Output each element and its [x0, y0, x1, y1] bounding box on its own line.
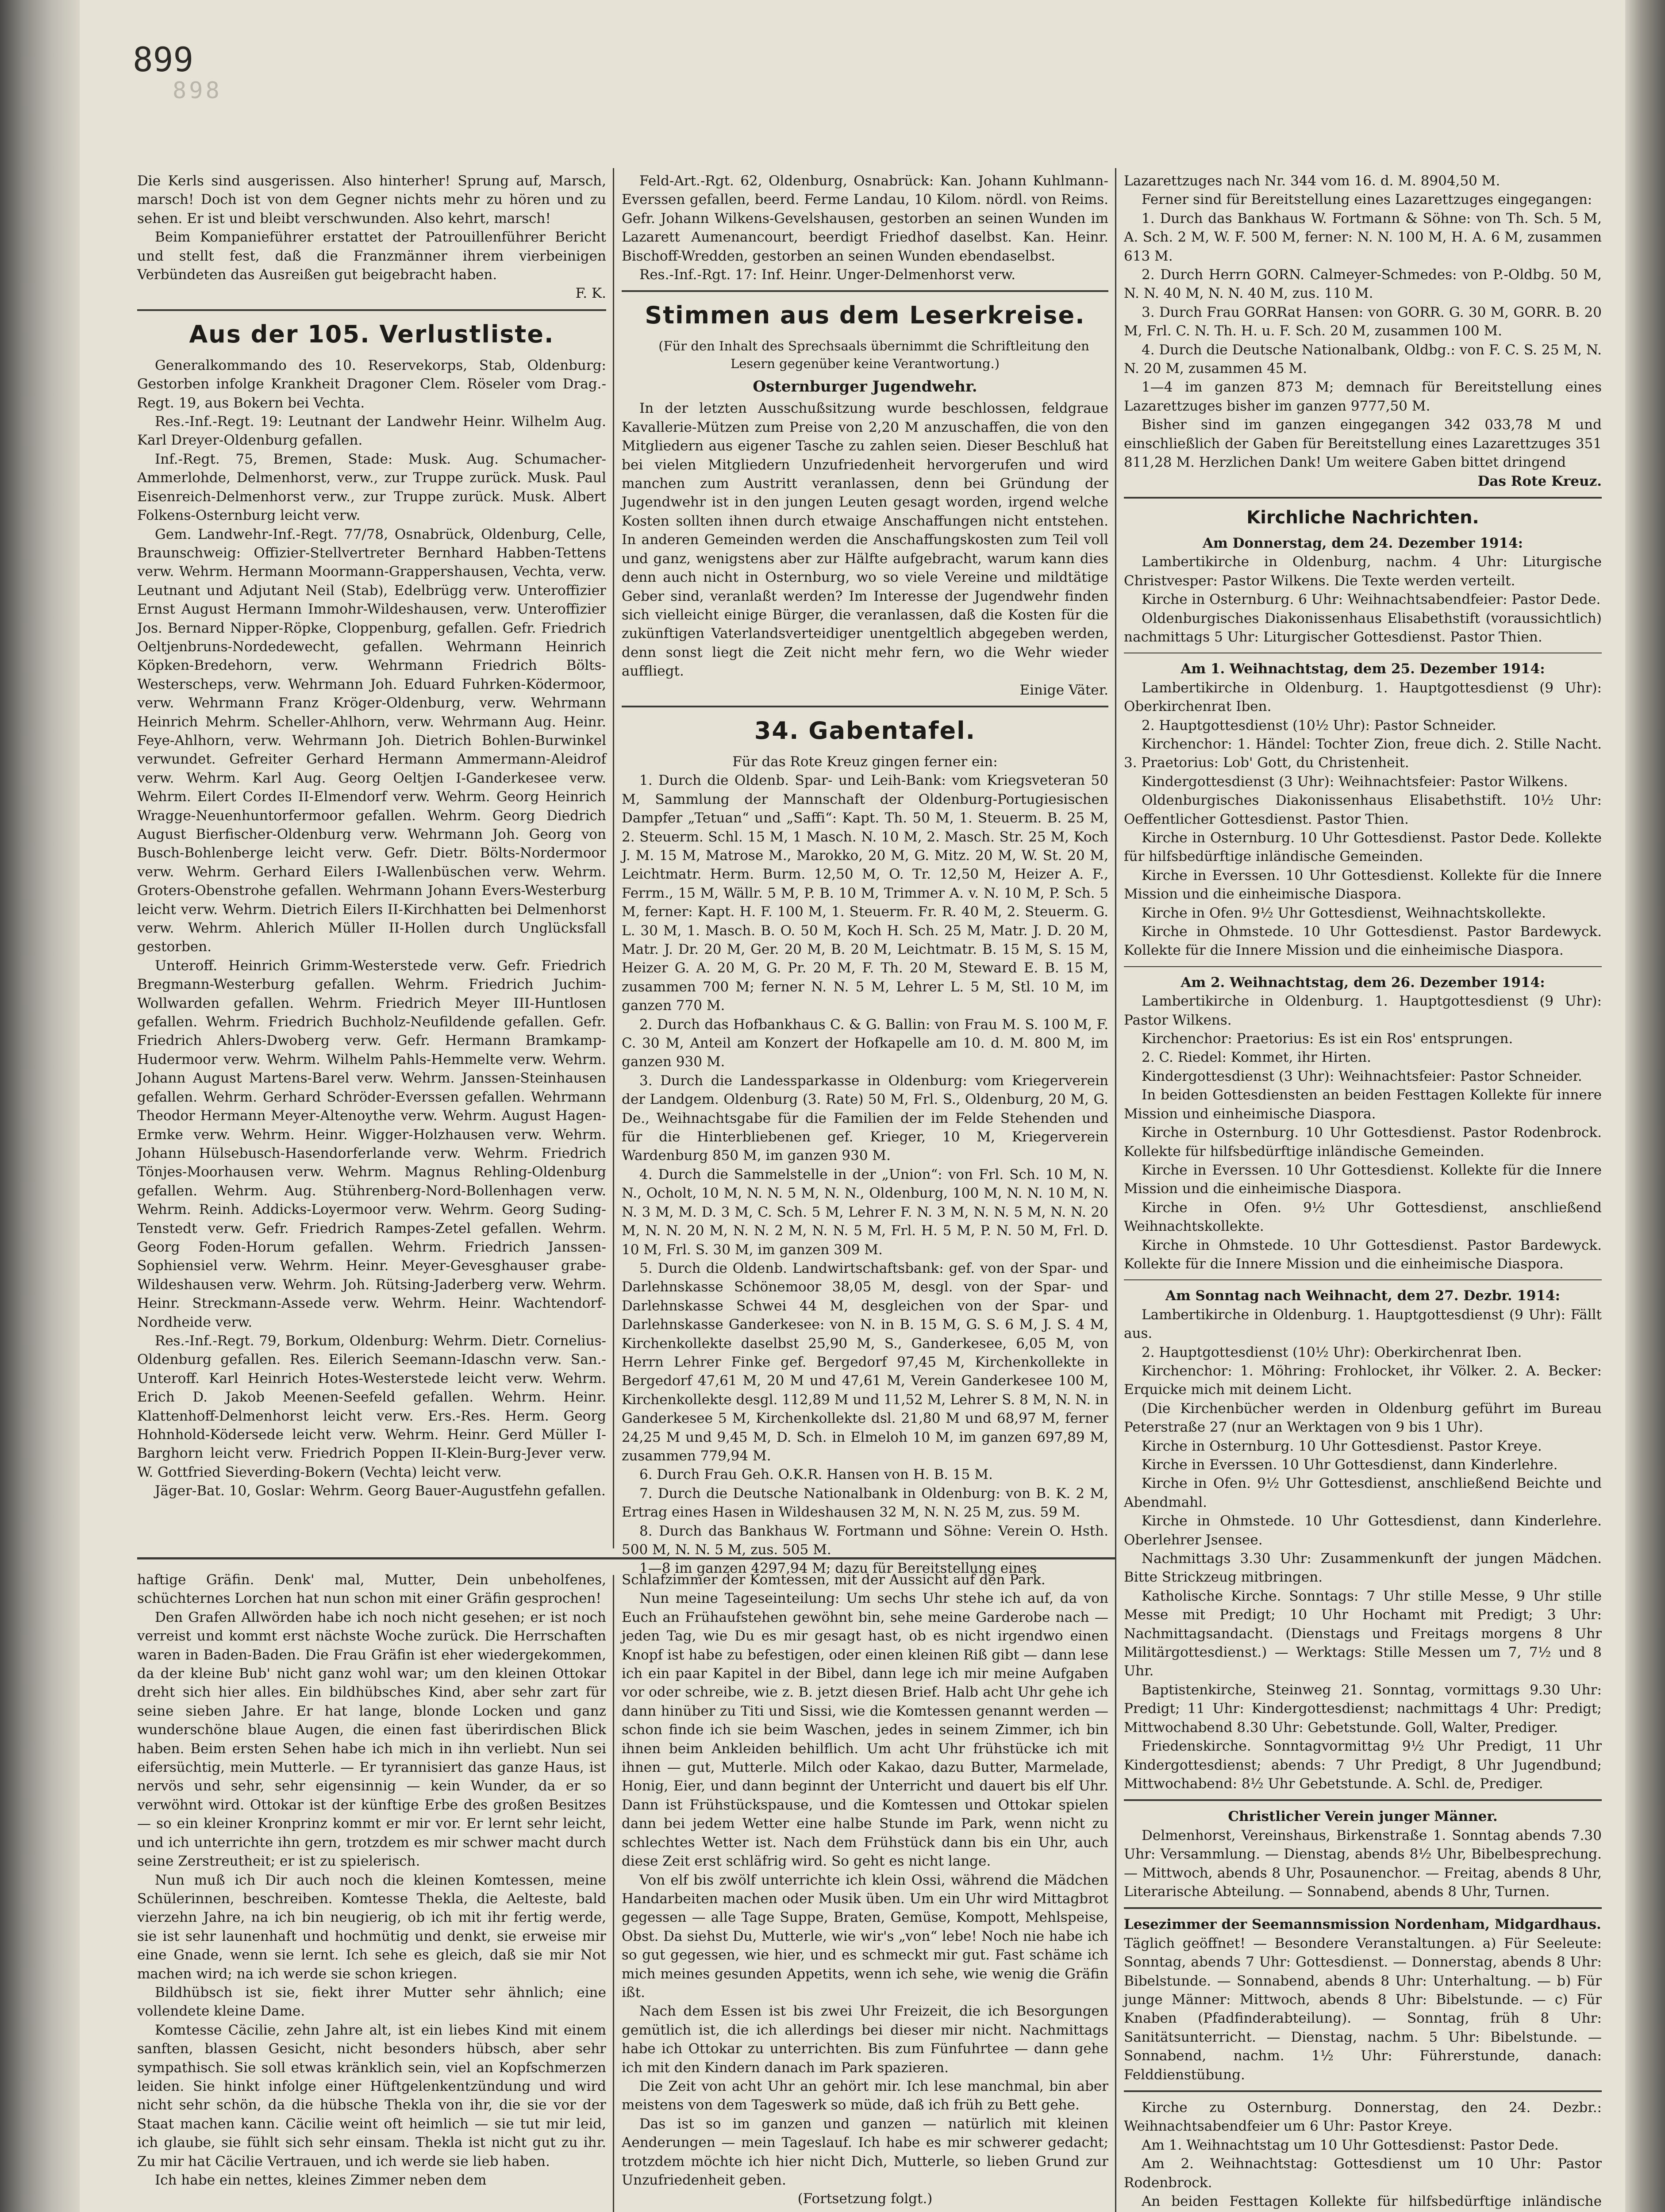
gabentafel-intro: Für das Rote Kreuz gingen ferner ein: — [732, 753, 998, 770]
casualty-paragraph: Generalkommando des 10. Reservekorps, Stab, Oldenburg: Gestorben infolge Krankheit Dragoner Clem. Röseler vom Drag.-Regt. 19, aus Bokern bei Vechta. — [137, 357, 606, 411]
service-entry: Kirche in Ohmstede. 10 Uhr Gottesdienst. Pastor Bardewyck. Kollekte für die Innere Mission und die einheimische Diaspora. — [1124, 924, 1602, 959]
service-entry: Baptistenkirche, Steinweg 21. Sonntag, vormittags 9.30 Uhr: Predigt; 11 Uhr: Kindergottesdienst; nachmittags 4 Uhr: Predigt; Mittwochabend 8.30 Uhr: Gebetstunde. Goll, Walter, Prediger. — [1124, 1682, 1602, 1736]
service-entry: Am 1. Weihnachtstag um 10 Uhr Gottesdienst: Pastor Dede. — [1142, 2137, 1559, 2153]
story-paragraph: Von elf bis zwölf unterrichte ich klein Ossi, während die Mädchen Handarbeiten machen oder Musik üben. Um ein Uhr wird Mittagbrot gegessen — alle Tage Suppe, Braten, Gemüse, Kompott, Mehlspeise, Obst. Da siehst Du, Mutterle, wie wir's „von“ lebe! Noch nie habe ich so gut gegessen, wie hier, und es schmeckt mir gut. Fast schäme ich mich meines gesunden Appetits, wenn ich sehe, wie wenig die Gräfin ißt. — [622, 1872, 1108, 2001]
column-2 — [622, 172, 1108, 1577]
service-entry: 2. Hauptgottesdienst (10½ Uhr): Pastor Schneider. — [1142, 717, 1496, 733]
donation-entry: 3. Durch Frau GORRat Hansen: von GORR. G. 30 M, GORR. B. 20 M, Frl. C. N. Th. H. u. F. Sch. 20 M, zusammen 100 M. — [1124, 304, 1602, 339]
column-rule-2 — [1115, 168, 1116, 2212]
service-entry: 2. C. Riedel: Kommet, ihr Hirten. — [1142, 1049, 1371, 1066]
casualty-paragraph: Inf.-Regt. 75, Bremen, Stade: Musk. Aug. Schumacher-Ammerlohde, Delmenhorst, verw., zur Truppe zurück. Musk. Paul Eisenreich-Delmenhorst verw., zur Truppe zurück. Musk. Albert Folkens-Osternburg leicht verw. — [137, 451, 606, 524]
intro-paragraph: Die Kerls sind ausgerissen. Also hinterher! Sprung auf, Marsch, marsch! Doch ist von dem Gegner nichts mehr zu hören und zu sehen. Er ist und bleibt verschwunden. Also kehrt, marsch! — [137, 173, 606, 227]
donation-entry: 1—8 im ganzen 4297,94 M; dazu für Bereitstellung eines — [639, 1560, 1037, 1577]
donation-entry: 1. Durch das Bankhaus W. Fortmann & Söhne: von Th. Sch. 5 M, A. Sch. 2 M, W. F. 500 M, ferner: N. N. 100 M, H. A. 6 M, zusammen 613 M. — [1124, 210, 1602, 264]
service-entry: Katholische Kirche. Sonntags: 7 Uhr stille Messe, 9 Uhr stille Messe mit Predigt; 10 Uhr Hochamt mit Predigt; 3 Uhr: Nachmittagsandacht. (Dienstags und Freitags morgens 8 Uhr Militärgottesdienst.) — Werktags: Stille Messen um 7, 7½ und 8 Uhr. — [1124, 1588, 1602, 1679]
service-entry: 2. Hauptgottesdienst (10½ Uhr): Oberkirchenrat Iben. — [1142, 1344, 1522, 1360]
service-date: Am Donnerstag, dem 24. Dezember 1914: — [1202, 535, 1523, 551]
service-entry: Nachmittags 3.30 Uhr: Zusammenkunft der jungen Mädchen. Bitte Strickzeug mitbringen. — [1124, 1551, 1602, 1586]
service-entry: Kirchenchor: 1. Möhring: Frohlocket, ihr Völker. 2. A. Becker: Erquicke mich mit deinem Licht. — [1124, 1363, 1602, 1398]
service-entry: Oldenburgisches Diakonissenhaus Elisabethstift (voraussichtlich) nachmittags 5 Uhr: Liturgischer Gottesdienst. Pastor Thien. — [1124, 610, 1602, 645]
cvjm-entry: Delmenhorst, Vereinshaus, Birkenstraße 1. Sonntag abends 7.30 Uhr: Versammlung. — Dienstag, abends 8½ Uhr, Bibelbesprechung. — Mittwoch, abends 8 Uhr, Posaunenchor. — Freitag, abends 8 Uhr, Literarische Abteilung. — Sonnabend, abends 8 Uhr, Turnen. — [1124, 1827, 1602, 1900]
section-rule — [1124, 1907, 1602, 1909]
donation-entry: 5. Durch die Oldenb. Landwirtschaftsbank: gef. von der Spar- und Darlehnskasse Schönemoor 38,05 M, desgl. von der Spar- und Darlehnskasse Schwei 44 M, desgleichen von der Spar- und Darlehnskasse Ganderkesee: von N. in B. 15 M, G. S. 6 M, J. S. 4 M, Kirchenkollekte daselbst 25,90 M, S., Ganderkesee, 6,05 M, von Herrn Lehrer Finke gef. Bergedorf 97,45 M, Kirchenkollekte in Bergedorf 47,61 M, 20 M und 47,61 M, Verein Ganderkesee 100 M, Kirchenkollekte desgl. 112,89 M und 11,52 M, Lehrer S. 8 M, N. N. in Ganderkesee 5 M, Kirchenkollekte dsl. 21,80 M und 68,97 M, ferner 24,25 M und 9,45 M, D. Sch. in Elmeloh 10 M, im ganzen 697,89 M, zusammen 779,94 M. — [622, 1260, 1108, 1464]
service-entry: Kirche zu Osternburg. Donnerstag, den 24. Dezbr.: Weihnachtsabendfeier um 6 Uhr: Pastor Kreye. — [1124, 2100, 1602, 2135]
service-entry: (Die Kirchenbücher werden in Oldenburg geführt im Bureau Peterstraße 27 (nur an Werktagen von 9 bis 1 Uhr). — [1124, 1400, 1602, 1436]
section-rule — [1124, 497, 1602, 499]
donation-entry: 3. Durch die Landessparkasse in Oldenburg: vom Kriegerverein der Landgem. Oldenburg (3. Rate) 50 M, Frl. S., Oldenburg, 20 M, G. De., Weihnachtsgabe für die Familien der im Felde Stehenden und für die Hinterbliebenen gef. Krieger, 10 M, Kriegerverein Wardenburg 850 M, im ganzen 930 M. — [622, 1072, 1108, 1164]
donation-entry: 4. Durch die Deutsche Nationalbank, Oldbg.: von F. C. S. 25 M, N. N. 20 M, zusammen 45 M. — [1124, 342, 1602, 377]
donation-entry: Ferner sind für Bereitstellung eines Lazarettzuges eingegangen: — [1142, 192, 1592, 208]
story-paragraph: Den Grafen Allwörden habe ich noch nicht gesehen; er ist noch verreist und kommt erst nächste Woche zurück. Die Herrschaften waren in Baden-Baden. Die Frau Gräfin ist eher wiedergekommen, da der kleine Bub' nicht ganz wohl war; um den kleinen Ottokar dreht sich hier alles. Ein bildhübsches Kind, aber sehr zart für seine sieben Jahre. Er hat lange, blonde Locken und ganz wunderschöne blaue Augen, die einen fast überirdischen Blick haben. Beim ersten Sehen habe ich mich in ihn verliebt. Nun sei eifersüchtig, mein Mutterle. — Er tyrannisiert das ganze Haus, ist nervös und sehr, sehr eigensinnig — kein Wunder, da er so verwöhnt wird. Ottokar ist der künftige Erbe des großen Besitzes — so ein kleiner Kronprinz kommt er mir vor. Er lernt sehr leicht, und ich unterrichte ihn gern, trotzdem es mir schwer macht durch seine Zerstreutheit; er ist zu spielerisch. — [137, 1609, 606, 1870]
service-entry: Kirchenchor: Praetorius: Es ist ein Ros' entsprungen. — [1142, 1031, 1513, 1047]
service-date: Am 2. Weihnachtstag, dem 26. Dezember 1914: — [1180, 974, 1545, 991]
casualty-paragraph: Jäger-Bat. 10, Goslar: Wehrm. Georg Bauer-Augustfehn gefallen. — [155, 1483, 606, 1499]
casualty-paragraph: Res.-Inf.-Regt. 79, Borkum, Oldenburg: Wehrm. Dietr. Cornelius-Oldenburg gefallen. Res. Eilerich Seemann-Idaschn verw. San.-Unteroff. Karl Heinrich Hotes-Westerstede leicht verw. Wehrm. Erich D. Jakob Meenen-Seefeld gefallen. Wehrm. Heinr. Klattenhoff-Delmenhorst leicht verw. Ers.-Res. Herm. Georg Hohnhold-Ködersede leicht verw. Wehrm. Heinr. Gerd Müller I-Barghorn leicht verw. Friedrich Poppen II-Klein-Burg-Jever verw. W. Gottfried Sieverding-Bokern (Vechta) leicht verw. — [137, 1333, 606, 1480]
section-rule — [1124, 1799, 1602, 1801]
service-entry: An beiden Festtagen Kollekte für hilfsbedürftige inländische — [1142, 2193, 1602, 2210]
service-entry: Lambertikirche in Oldenburg. 1. Hauptgottesdienst (9 Uhr): Oberkirchenrat Iben. — [1124, 680, 1602, 715]
section-rule — [1124, 1279, 1602, 1280]
service-entry: Kindergottesdienst (3 Uhr): Weihnachtsfeier: Pastor Schneider. — [1142, 1068, 1582, 1084]
service-entry: Kirchenchor: 1. Händel: Tochter Zion, freue dich. 2. Stille Nacht. 3. Praetorius: Lob' Gott, du Christenheit. — [1124, 736, 1602, 771]
casualty-paragraph: Res.-Inf.-Rgt. 17: Inf. Heinr. Unger-Delmenhorst verw. — [639, 267, 1016, 283]
casualty-paragraph: Gem. Landwehr-Inf.-Regt. 77/78, Osnabrück, Oldenburg, Celle, Braunschweig: Offizier-Stellvertreter Bernhard Habben-Tettens verw. Wehrm. Hermann Moormann-Grappershausen, Vechta, verw. Leutnant und Adjutant Neil (Stab), Edelbrügg verw. Unteroffizier Ernst August Hermann Immohr-Wildeshausen, verw. Unteroffizier Jos. Bernard Nipper-Röpke, Cloppenburg, gefallen. Gefr. Friedrich Oeltjenbruns-Nordedewecht, gefallen. Wehrmann Heinrich Köpken-Bredehorn, verw. Wehrmann Friedrich Bölts-Westerscheps, verw. Wehrmann Joh. Eduard Fuhrken-Ködermoor, verw. Wehrmann Franz Kröger-Oldenburg, verw. Wehrmann Heinrich Mehrm. Scheller-Ahlhorn, verw. Wehrmann Aug. Heinr. Feye-Ahlhorn, verw. Wehrmann Joh. Dietrich Bohlen-Burwinkel verwundet. Gefreiter Gerhard Hermann Ammermann-Aleidrof verw. Wehrm. Karl Aug. Georg Oeltjen I-Ganderkesee verw. Wehrm. Eilert Cordes II-Elmendorf verw. Wehrm. Georg Heinrich Wragge-Neuenhuntorfermoor gefallen. Wehrm. Georg Diedrich August Bierfischer-Oldenburg verw. Wehrmann Joh. Georg von Busch-Bohlenberge leicht verw. Gefr. Dietr. Bölts-Nordermoor verw. Wehrm. Gerhard Eilers I-Wallenbüschen verw. Wehrm. Groters-Obenstrohe gefallen. Wehrmann Johann Evers-Westerburg leicht verw. Wehrm. Dietrich Eilers II-Kirchhatten bei Delmenhorst verw. Wehrm. Ahlerich Müller II-Hollen durch Unglücksfall gestorben. — [137, 526, 606, 955]
leserkreise-heading: Stimmen aus dem Leserkreise. — [645, 301, 1085, 330]
story-paragraph: Die Zeit von acht Uhr an gehört mir. Ich lese manchmal, bin aber meistens von dem Tageswerk so müde, daß ich früh zu Bett gehe. — [622, 2078, 1108, 2113]
story-paragraph: Nun muß ich Dir auch noch die kleinen Komtessen, meine Schülerinnen, beschreiben. Komtesse Thekla, die Aelteste, bald vierzehn Jahre, na ich bin neugierig, ob ich mit ihr fertig werde, sie ist sehr launenhaft und hochmütig und denkt, sie erweise mir eine Gnade, wenn sie lernt. Ich sehe es gleich, daß sie mir Not machen wird; na ich werde sie schon kriegen. — [137, 1872, 606, 1982]
seemannsmission-entry: Täglich geöffnet! — Besondere Veranstaltungen. a) Für Seeleute: Sonntag, abends 7 Uhr: Gottesdienst. — Donnerstag, abends 8 Uhr: Bibelstunde. — Sonnabend, abends 8 Uhr: Unterhaltung. — b) Für junge Männer: Mittwoch, abends 8 Uhr: Bibelstunde. — c) Für Knaben (Pfadfinderabteilung). — Sonntag, früh 8 Uhr: Sanitätsunterricht. — Dienstag, nachm. 5 Uhr: Bibelstunde. — Sonnabend, nachm. 1½ Uhr: Führerstunde, danach: Felddienstübung. — [1124, 1935, 1602, 2083]
letter-signature: Einige Väter. — [1019, 682, 1108, 698]
service-entry: Kirche in Osternburg. 10 Uhr Gottesdienst. Pastor Kreye. — [1142, 1438, 1542, 1454]
service-entry: Lambertikirche in Oldenburg. 1. Hauptgottesdienst (9 Uhr): Pastor Wilkens. — [1124, 993, 1602, 1028]
leserkreise-disclaimer: (Für den Inhalt des Sprechsaals übernimmt die Schriftleitung den Lesern gegenüber keine Verantwortung.) — [658, 338, 1089, 372]
service-entry: Kirche in Everssen. 10 Uhr Gottesdienst, dann Kinderlehre. — [1142, 1457, 1558, 1473]
service-entry: Kirche in Ofen. 9½ Uhr Gottesdienst, anschließend Beichte und Abendmahl. — [1124, 1475, 1602, 1510]
verlustliste-heading: Aus der 105. Verlustliste. — [189, 320, 554, 348]
story-paragraph: Bildhübsch ist sie, fiekt ihrer Mutter sehr ähnlich; eine vollendete kleine Dame. — [137, 1984, 606, 2020]
jugendwehr-heading: Osternburger Jugendwehr. — [753, 378, 977, 396]
rotes-kreuz-signature: Das Rote Kreuz. — [1477, 473, 1602, 489]
column-rule-1 — [613, 168, 614, 1548]
service-entry: Kirche in Everssen. 10 Uhr Gottesdienst. Kollekte für die Innere Mission und die einheimische Diaspora. — [1124, 867, 1602, 902]
donation-entry: 2. Durch Herrn GORN. Calmeyer-Schmedes: von P.-Oldbg. 50 M, N. N. 40 M, N. N. 40 M, zus. 110 M. — [1124, 267, 1602, 302]
service-date: Am 1. Weihnachtstag, dem 25. Dezember 1914: — [1180, 661, 1545, 677]
donation-entry: 2. Durch das Hofbankhaus C. & G. Ballin: von Frau M. S. 100 M, F. C. 30 M, Anteil am Konzert der Hofkapelle am 10. d. M. 800 M, im ganzen 930 M. — [622, 1016, 1108, 1070]
donation-entry: Bisher sind im ganzen eingegangen 342 033,78 M und einschließlich der Gaben für Bereitstellung eines Lazarettzuges 351 811,28 M. Herzlichen Dank! Um weitere Gaben bittet dringend — [1124, 417, 1602, 471]
story-paragraph: Nach dem Essen ist bis zwei Uhr Freizeit, die ich Besorgungen gemütlich ist, die ich allerdings bei dieser mir nicht. Nachmittags habe ich Ottokar zu unterrichten. Bis zum Fünfuhrtee — dann gehe ich mit den Kindern danach im Park spazieren. — [622, 2003, 1108, 2076]
story-paragraph: Nun meine Tageseinteilung: Um sechs Uhr stehe ich auf, da von Euch an Frühaufstehen gewöhnt bin, sehe meine Garderobe nach — jeden Tag, wie Du es mir gesagt hast, ob es nicht irgendwo einen Knopf ist habe zu befestigen, oder einen kleinen Riß gibt — dann lese ich ein paar Kapitel in der Bibel, dann lege ich mir meine Aufgaben vor oder schreibe, wie z. B. jetzt diesen Brief. Halb acht Uhr gehe ich dann hinüber zu Titi und Sissi, wie die Komtessen genannt werden — schon finde ich sie beim Waschen, jedes in seinem Zimmer, ich bin ihnen beim Ankleiden behilflich. Um acht Uhr frühstücke ich mit ihnen — gut, Mutterle. Milch oder Kakao, dazu Butter, Marmelade, Honig, Eier, und dann beginnt der Unterricht und dauert bis elf Uhr. Dann ist Frühstückspause, und die Komtessen und Ottokar spielen dann bei jedem Wetter eine halbe Stunde im Park, wenn nicht zu schlechtes Wetter ist. Nach dem Frühstück dann bis ein Uhr, auch diese Zeit erst schläfrig wird. So geht es nicht lange. — [622, 1590, 1108, 1870]
kirchliche-nachrichten-heading: Kirchliche Nachrichten. — [1246, 507, 1479, 528]
section-rule — [1124, 2090, 1602, 2092]
casualty-paragraph: Res.-Inf.-Regt. 19: Leutnant der Landwehr Heinr. Wilhelm Aug. Karl Dreyer-Oldenburg gefallen. — [137, 414, 606, 449]
service-entry: Kirche in Osternburg. 10 Uhr Gottesdienst. Pastor Rodenbrock. Kollekte für hilfsbedürftige inländische Gemeinden. — [1124, 1125, 1602, 1160]
service-entry: Lambertikirche in Oldenburg, nachm. 4 Uhr: Liturgische Christvesper: Pastor Wilkens. Die Texte werden verteilt. — [1124, 554, 1602, 589]
page-edge — [1625, 0, 1665, 2212]
service-entry: Friedenskirche. Sonntagvormittag 9½ Uhr Predigt, 11 Uhr Kindergottesdienst; abends: 7 Uhr Predigt, 8 Uhr Jugendbund; Mittwochabend: 8½ Uhr Gebetstunde. A. Schl. de, Prediger. — [1124, 1738, 1602, 1792]
story-paragraph: Komtesse Cäcilie, zehn Jahre alt, ist ein liebes Kind mit einem sanften, blassen Gesicht, nicht besonders hübsch, aber sehr sympathisch. Sie soll etwas kränklich sein, viel an Kopfschmerzen leiden. Sie hinkt infolge einer Hüftgelenkentzündung und wird nicht sehr schön, da die hübsche Thekla von ihr, die sie vor der Staat machen kann. Cäcilie weint oft heimlich — sie tut mir leid, ich glaube, sie fühlt sich sehr einsam. Thekla ist nicht gut zu ihr. Zu mir hat Cäcilie Vertrauen, und ich werde sie lieb haben. — [137, 2022, 606, 2170]
column-1 — [137, 172, 606, 1552]
section-rule — [622, 706, 1108, 707]
letter-paragraph: In der letzten Ausschußsitzung wurde beschlossen, feldgraue Kavallerie-Mützen zum Preise von 2,20 M anzuschaffen, die von den Mitgliedern aus eigener Tasche zu zahlen seien. Dieser Beschluß hat bei vielen Mitgliedern Unzufriedenheit hervorgerufen und wird manchen zum Austritt veranlassen, denn bei Gründung der Jugendwehr ist in den jungen Leuten gesagt worden, irgend welche Kosten sollten ihnen durch etwaige Anschaffungen nicht entstehen. In anderen Gemeinden werden die Anschaffungskosten zum Teil voll und ganz, wenigstens aber zur Hälfte aufgebracht, warum kann dies denn auch nicht in Osternburg, wo so viele Vereine und mildtätige Geber sind, veranlaßt werden? Im Interesse der Jugendwehr finden sich vielleicht einige Bürger, die veranlassen, daß die Kosten für die zukünftigen Vaterlandsverteidiger unentgeltlich abgegeben werden, denn sonst liegt die Zeit nicht mehr fern, wo die Wehr wieder auffliegt. — [622, 400, 1108, 680]
donation-entry: Lazarettzuges nach Nr. 344 vom 16. d. M. 8904,50 M. — [1124, 173, 1500, 189]
service-entry: Kirche in Ofen. 9½ Uhr Gottesdienst, anschließend Weihnachtskollekte. — [1124, 1199, 1602, 1235]
donation-entry: 4. Durch die Sammelstelle in der „Union“: von Frl. Sch. 10 M, N. N., Ocholt, 10 M, N. N. 5 M, N. N., Oldenburg, 100 M, N. N. 10 M, N. N. 3 M, M. D. 3 M, C. Sch. 5 M, Lehrer F. N. 3 M, N. N. 5 M, N. N. 20 M, N. N. 20 M, N. N. 2 M, N. N. 5 M, Frl. H. 5 M, P. N. 50 M, Frl. D. 10 M, Frl. S. 30 M, im ganzen 309 M. — [622, 1166, 1108, 1258]
gabentafel-heading: 34. Gabentafel. — [754, 716, 976, 745]
section-rule — [137, 309, 606, 311]
book-binding — [0, 0, 80, 2212]
story-paragraph: Das ist so im ganzen und ganzen — natürlich mit kleinen Aenderungen — mein Tageslauf. Ich habe es mir schwerer gedacht; trotzdem möchte ich hier nicht Dich, Mutterle, so lieben Grund zur Unzufriedenheit geben. — [622, 2116, 1108, 2188]
donation-entry: 7. Durch die Deutsche Nationalbank in Oldenburg: von B. K. 2 M, Ertrag eines Hasen in Wildeshausen 32 M, N. N. 25 M, zus. 59 M. — [622, 1485, 1108, 1521]
service-entry: Kirche in Everssen. 10 Uhr Gottesdienst. Kollekte für die Innere Mission und die einheimische Diaspora. — [1124, 1162, 1602, 1197]
story-paragraph: haftige Gräfin. Denk' mal, Mutter, Dein unbeholfenes, schüchternes Lorchen hat nun schon mit einer Gräfin gesprochen! — [137, 1572, 606, 1607]
donation-entry: 1. Durch die Oldenb. Spar- und Leih-Bank: vom Kriegsveteran 50 M, Sammlung der Mannschaft der Oldenburg-Portugiesischen Dampfer „Tetuan“ und „Saffi“: Kapt. Th. 50 M, 1. Steuerm. B. 25 M, 2. Steuerm. Schl. 15 M, 1 Masch. N. 10 M, 2. Masch. Str. 25 M, Koch J. M. 15 M, Matrose M., Marokko, 20 M, G. Mitz. 20 M, W. St. 20 M, Leichtmatr. Herm. Burm. 12,50 M, O. Tr. 12,50 M, Heizer A. F., Ferrm., 15 M, Wällr. 5 M, P. B. 10 M, Trimmer A. v. N. 10 M, P. Sch. 5 M, ferner: Kapt. H. F. 100 M, 1. Steuerm. Fr. R. 40 M, 2. Steuerm. G. L. 30 M, 1. Masch. B. O. 50 M, Koch H. Sch. 25 M, Matr. J. D. 20 M, Matr. J. Dr. 20 M, Ger. 20 M, B. 20 M, Leichtmatr. B. 15 M, S. 15 M, Heizer G. A. 20 M, G. Pr. 20 M, F. Th. 20 M, Steward E. B. 15 M, zusammen 700 M; ferner N. N. 5 M, Lehrer L. 5 M, Stl. 10 M, im ganzen 770 M. — [622, 772, 1108, 1014]
service-entry: Kirche in Ohmstede. 10 Uhr Gottesdienst, dann Kinderlehre. Oberlehrer Jsensee. — [1124, 1513, 1602, 1548]
service-entry: Am 2. Weihnachtstag: Gottesdienst um 10 Uhr: Pastor Rodenbrock. — [1124, 2156, 1602, 2191]
page-number: 899 — [133, 40, 194, 79]
service-entry: Lambertikirche in Oldenburg. 1. Hauptgottesdienst (9 Uhr): Fällt aus. — [1124, 1306, 1602, 1342]
story-paragraph: Schlafzimmer der Komtessen, mit der Aussicht auf den Park. — [622, 1572, 1046, 1588]
casualty-paragraph: Unteroff. Heinrich Grimm-Westerstede verw. Gefr. Friedrich Bregmann-Westerburg gefallen. Wehrm. Friedrich Juchim-Wollwarden gefallen. Wehrm. Friedrich Meyer III-Huntlosen gefallen. Wehrm. Friedrich Buchholz-Neufildende gefallen. Gefr. Friedrich Ahlers-Dwoberg verw. Gefr. Hermann Bramkamp-Hudermoor verw. Wehrm. Wilhelm Pahls-Hemmelte verw. Wehrm. Johann August Martens-Barel verw. Wehrm. Janssen-Steinhausen gefallen. Wehrm. Gerhard Schröder-Everssen gefallen. Wehrmann Theodor Hermann Meyer-Altenoythe verw. Wehrm. August Hagen-Ermke verw. Wehrm. Heinr. Wigger-Holzhausen verw. Wehrm. Johann Hülsebusch-Hasendorferlande verw. Wehrm. Friedrich Tönjes-Moorhausen verw. Wehrm. Magnus Rehling-Oldenburg gefallen. Wehrm. Aug. Stührenberg-Nord-Bollenhagen verw. Wehrm. Reinh. Addicks-Loyermoor verw. Wehrm. Georg Suding-Tenstedt verw. Gefr. Friedrich Rampes-Zetel gefallen. Wehrm. Georg Foden-Horum gefallen. Wehrm. Friedrich Janssen-Sophiensiel verw. Wehrm. Heinr. Meyer-Gevesghauser grabe-Wildeshausen verw. Wehrm. Joh. Rütsing-Jaderberg verw. Wehrm. Heinr. Streckmann-Assede verw. Wehrm. Heinr. Wachtendorf-Nordheide verw. — [137, 957, 606, 1330]
section-rule — [1124, 966, 1602, 967]
service-entry: Kirche in Ofen. 9½ Uhr Gottesdienst, Weihnachtskollekte. — [1142, 905, 1546, 921]
service-entry: Kirche in Ohmstede. 10 Uhr Gottesdienst. Pastor Bardewyck. Kollekte für die Innere Mission und die einheimische Diaspora. — [1124, 1237, 1602, 1272]
service-date: Am Sonntag nach Weihnacht, dem 27. Dezbr. 1914: — [1165, 1288, 1561, 1304]
donation-entry: 6. Durch Frau Geh. O.K.R. Hansen von H. B. 15 M. — [639, 1467, 993, 1483]
page-stamp: 898 — [173, 77, 222, 104]
story-column-2 — [622, 1571, 1108, 2212]
column-3 — [1124, 172, 1602, 2212]
service-entry: Kirche in Osternburg. 6 Uhr: Weihnachtsabendfeier: Pastor Dede. — [1142, 591, 1601, 608]
donation-entry: 8. Durch das Bankhaus W. Fortmann und Söhne: Verein O. Hsth. 500 M, N. N. 5 M, zus. 505 M. — [622, 1523, 1108, 1558]
donation-entry: 1—4 im ganzen 873 M; demnach für Bereitstellung eines Lazarettzuges bisher im ganzen 9777,50 M. — [1124, 379, 1602, 414]
cvjm-heading: Christlicher Verein junger Männer. — [1228, 1809, 1498, 1825]
casualty-paragraph: Feld-Art.-Rgt. 62, Oldenburg, Osnabrück: Kan. Johann Kuhlmann-Everssen gefallen, beerd. Ferme Landau, 10 Kilom. nördl. von Reims. Gefr. Johann Wilkens-Gevelshausen, gestorben an seinen Wunden im Lazarett Aumenancourt, beerdigt Friedhof daselbst. Kan. Heinr. Bischoff-Wredden, gestorben an seinen Wunden ebendaselbst. — [622, 173, 1108, 264]
intro-paragraph: Beim Kompanieführer erstattet der Patrouillenführer Bericht und stellt fest, daß die Franzmänner ihrem vierbeinigen Verbündeten das Ausreißen gut beigebracht haben. — [137, 229, 606, 283]
column-rule-3 — [613, 1575, 614, 2212]
story-column-1 — [137, 1571, 606, 2212]
intro-signature: F. K. — [575, 285, 606, 302]
service-entry: Kirche in Osternburg. 10 Uhr Gottesdienst. Pastor Dede. Kollekte für hilfsbedürftige inländische Gemeinden. — [1124, 830, 1602, 865]
story-continued-note: (Fortsetzung folgt.) — [797, 2191, 933, 2207]
service-entry: Oldenburgisches Diakonissenhaus Elisabethstift. 10½ Uhr: Oeffentlicher Gottesdienst. Pastor Thien. — [1124, 792, 1602, 827]
service-entry: Kindergottesdienst (3 Uhr): Weihnachtsfeier: Pastor Wilkens. — [1142, 773, 1568, 790]
newspaper-page — [80, 0, 1625, 2212]
seemannsmission-heading: Lesezimmer der Seemannsmission Nordenham, Midgardhaus. — [1124, 1916, 1601, 1933]
story-paragraph: Ich habe ein nettes, kleines Zimmer neben dem — [155, 2172, 487, 2188]
service-entry: In beiden Gottesdiensten an beiden Festtagen Kollekte für innere Mission und einheimische Diaspora. — [1124, 1087, 1602, 1122]
section-rule — [622, 290, 1108, 292]
